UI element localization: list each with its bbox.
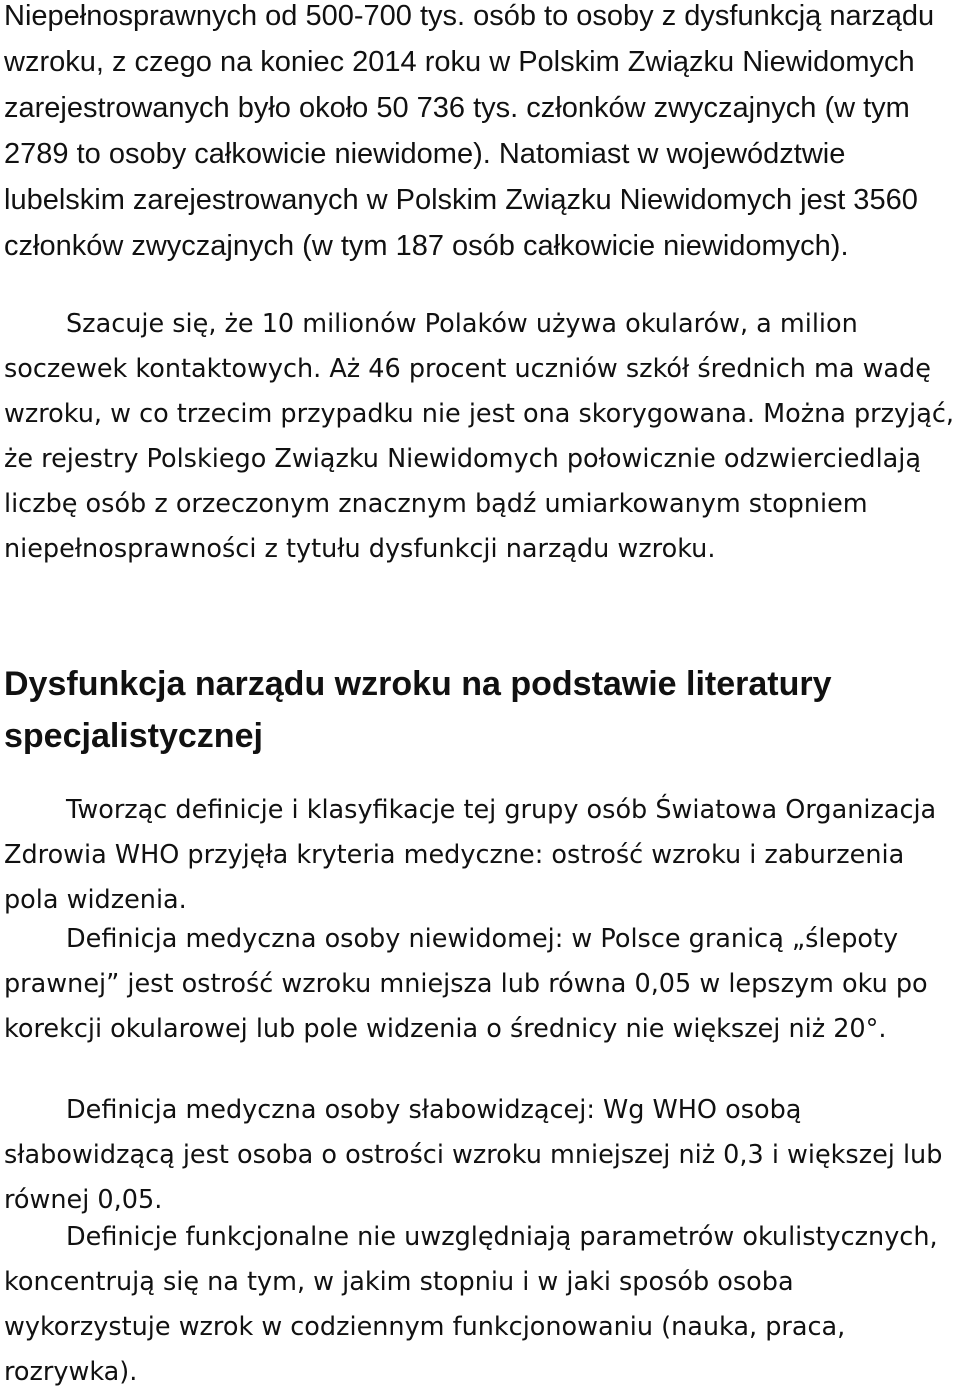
paragraph-functional-definitions: Definicje funkcjonalne nie uwzględniają parametrów okulistycznych, koncentrują się na tym, w jakim stopniu i w jaki sposób osoba wykorzystuje wzrok w codziennym funkcjonowaniu (nauka, praca, rozrywka). [4,1222,938,1387]
paragraph-low-vision-definition: Definicja medyczna osoby słabowidzącej: Wg WHO osobą słabowidzącą jest osoba o ostrości wzroku mniejszej niż 0,3 i większej lub równej 0,05. [4,1095,943,1215]
paragraph-glasses-statistics: Szacuje się, że 10 milionów Polaków używa okularów, a milion soczewek kontaktowych. Aż 46 procent uczniów szkół średnich ma wadę wzroku, w co trzecim przypadku nie jest ona skorygowana. Można przyjąć, że rejestry Polskiego Związku Niewidomych połowicznie odzwierciedlają liczbę osób z orzeczonym znacznym bądź umiarkowanym stopniem niepełnosprawności z tytułu dysfunkcji narządu wzroku. [4,309,954,564]
section-heading: Dysfunkcja narządu wzroku na podstawie literatury specjalistycznej [4,665,832,755]
paragraph-who-criteria: Tworząc definicje i klasyfikacje tej grupy osób Światowa Organizacja Zdrowia WHO przyjęła kryteria medyczne: ostrość wzroku i zaburzenia pola widzenia. [4,795,937,915]
paragraph-blind-definition: Definicja medyczna osoby niewidomej: w Polsce granicą „ślepoty prawnej” jest ostrość wzroku mniejsza lub równa 0,05 w lepszym oku po korekcji okularowej lub pole widzenia o średnicy nie większej niż 20°. [4,924,928,1044]
paragraph-statistics: Niepełnosprawnych od 500-700 tys. osób to osoby z dysfunkcją narządu wzroku, z czego na koniec 2014 roku w Polskim Związku Niewidomych zarejestrowanych było około 50 736 tys. członków zwyczajnych (w tym 2789 to osoby całkowicie niewidome). Natomiast w województwie lubelskim zarejestrowanych w Polskim Związku Niewidomych jest 3560 członków zwyczajnych (w tym 187 osób całkowicie niewidomych). [4,0,935,262]
